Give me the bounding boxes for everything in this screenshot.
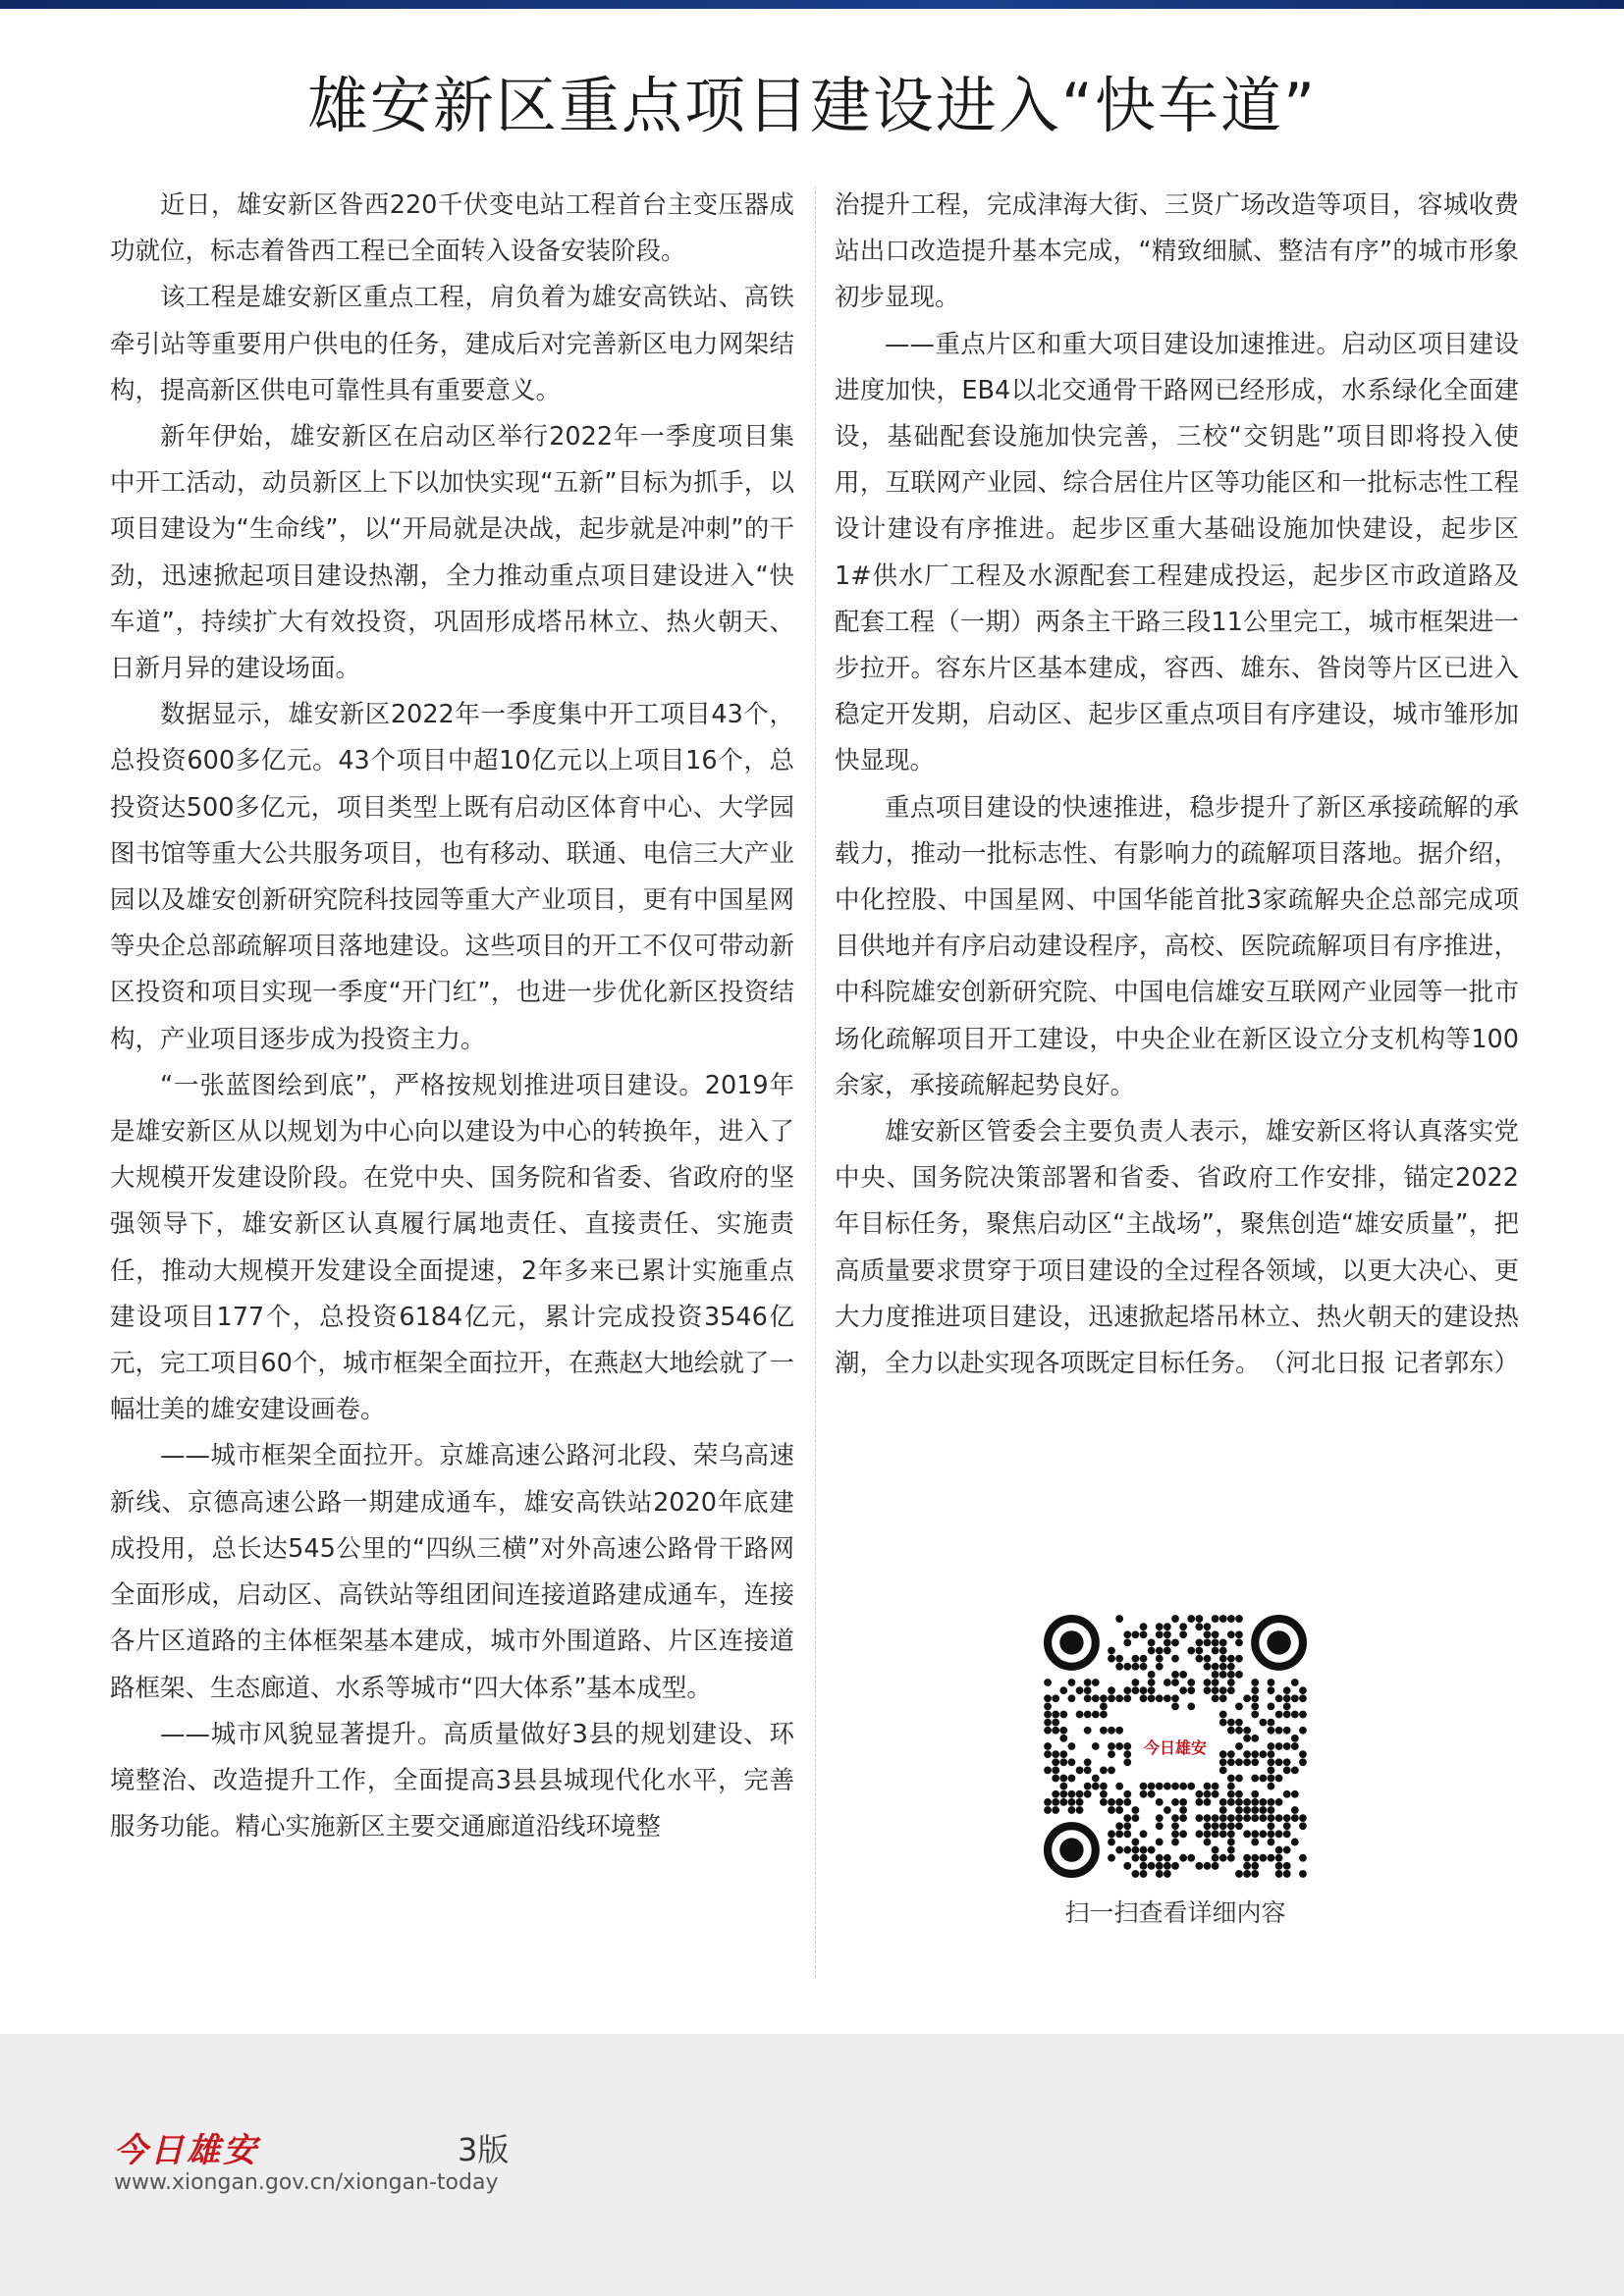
page-number: 3版 (458, 2131, 510, 2168)
article-paragraph-last (835, 1109, 1519, 1387)
article-paragraph: ——城市框架全面拉开。京雄高速公路河北段、荣乌高速新线、京德高速公路一期建成通车，雄安高铁站2020年底建成投用，总长达545公里的“四纵三横”对外高速公路骨干路网全面形成，启动区、高铁站等组团间连接道路建成通车，连接各片区道路的主体框架基本建成，城市外围道路、片区连接道路框架、生态廊道、水系等城市“四大体系”基本成型。 (110, 1441, 794, 1703)
qr-finder-dot (1059, 1838, 1083, 1861)
footer-logo: 今日雄安 (114, 2131, 259, 2170)
article-paragraph: “一张蓝图绘到底”，严格按规划推进项目建设。2019年是雄安新区从以规划为中心向以建设为中心的转换年，进入了大规模开发建设阶段。在党中央、国务院和省委、省政府的坚强领导下，雄安新区认真履行属地责任、直接责任、实施责任，推动大规模开发建设全面提速，2年多来已累计实施重点建设项目177个，总投资6184亿元，累计完成投资3546亿元，完工项目60个，城市框架全面拉开，在燕赵大地绘就了一幅壮美的雄安建设画卷。 (110, 1070, 794, 1425)
article-column-right (835, 183, 1519, 1387)
article-title: 雄安新区重点项目建设进入“快车道” (306, 70, 1318, 141)
footer-url[interactable]: www.xiongan.gov.cn/xiongan-today (114, 2170, 499, 2195)
article-paragraph: ——重点片区和重大项目建设加速推进。启动区项目建设进度加快，EB4以北交通骨干路网已经形成，水系绿化全面建设，基础配套设施加快完善，三校“交钥匙”项目即将投入使用，互联网产业园、综合居住片区等功能区和一批标志性工程设计建设有序推进。起步区重大基础设施加快建设，起步区1#供水厂工程及水源配套工程建成投运，起步区市政道路及配套工程（一期）两条主干路三段11公里完工，城市框架进一步拉开。容东片区基本建成，容西、雄东、昝岗等片区已进入稳定开发期，启动区、起步区重点项目有序建设，城市雏形加快显现。 (835, 329, 1519, 776)
article-paragraph: 新年伊始，雄安新区在启动区举行2022年一季度项目集中开工活动，动员新区上下以加快实现“五新”目标为抓手，以项目建设为“生命线”，以“开局就是决战，起步就是冲刺”的干劲，迅速掀起项目建设热潮，全力推动重点项目建设进入“快车道”，持续扩大有效投资，巩固形成塔吊林立、热火朝天、日新月异的建设场面。 (110, 422, 794, 684)
qr-finder-dot (1059, 1630, 1083, 1654)
qr-finder-dot (1267, 1630, 1290, 1654)
article-paragraph-continued: 治提升工程，完成津海大街、三贤广场改造等项目，容城收费站出口改造提升基本完成，“精致细腻、整洁有序”的城市形象初步显现。 (835, 190, 1519, 313)
qr-code[interactable] (1044, 1615, 1307, 1878)
column-divider (815, 187, 816, 1978)
article-paragraph: 数据显示，雄安新区2022年一季度集中开工项目43个，总投资600多亿元。43个项目中超10亿元以上项目16个，总投资达500多亿元，项目类型上既有启动区体育中心、大学园图书馆等重大公共服务项目，也有移动、联通、电信三大产业园以及雄安创新研究院科技园等重大产业项目，更有中国星网等央企总部疏解项目落地建设。这些项目的开工不仅可带动新区投资和项目实现一季度“开门红”，也进一步优化新区投资结构，产业项目逐步成为投资主力。 (110, 700, 794, 1054)
article-column-left (110, 183, 794, 1850)
byline: （河北日报 记者郭东） (1260, 1349, 1519, 1379)
article-paragraph: ——城市风貌显著提升。高质量做好3县的规划建设、环境整治、改造提升工作，全面提高3县县城现代化水平，完善服务功能。精心实施新区主要交通廊道沿线环境整 (110, 1719, 794, 1842)
article-closing-text: 雄安新区管委会主要负责人表示，雄安新区将认真落实党中央、国务院决策部署和省委、省政府工作安排，锚定2022年目标任务，聚焦启动区“主战场”，聚焦创造“雄安质量”，把高质量要求贯穿于项目建设的全过程各领域，以更大决心、更大力度推进项目建设，迅速掀起塔吊林立、热火朝天的建设热潮，全力以赴实现各项既定目标任务。 (835, 1117, 1519, 1379)
top-accent-bar (0, 0, 1624, 9)
article-paragraph: 重点项目建设的快速推进，稳步提升了新区承接疏解的承载力，推动一批标志性、有影响力的疏解项目落地。据介绍，中化控股、中国星网、中国华能首批3家疏解央企总部完成项目供地并有序启动建设程序，高校、医院疏解项目有序推进，中科院雄安创新研究院、中国电信雄安互联网产业园等一批市场化疏解项目开工建设，中央企业在新区设立分支机构等100余家，承接疏解起势良好。 (835, 792, 1519, 1100)
article-paragraph: 近日，雄安新区昝西220千伏变电站工程首台主变压器成功就位，标志着昝西工程已全面转入设备安装阶段。 (110, 190, 794, 267)
article-paragraph: 该工程是雄安新区重点工程，肩负着为雄安高铁站、高铁牵引站等重要用户供电的任务，建成后对完善新区电力网架结构，提高新区供电可靠性具有重要意义。 (110, 283, 794, 405)
qr-logo: 今日雄安 (1139, 1720, 1212, 1773)
qr-caption: 扫一扫查看详细内容 (1064, 1898, 1286, 1927)
